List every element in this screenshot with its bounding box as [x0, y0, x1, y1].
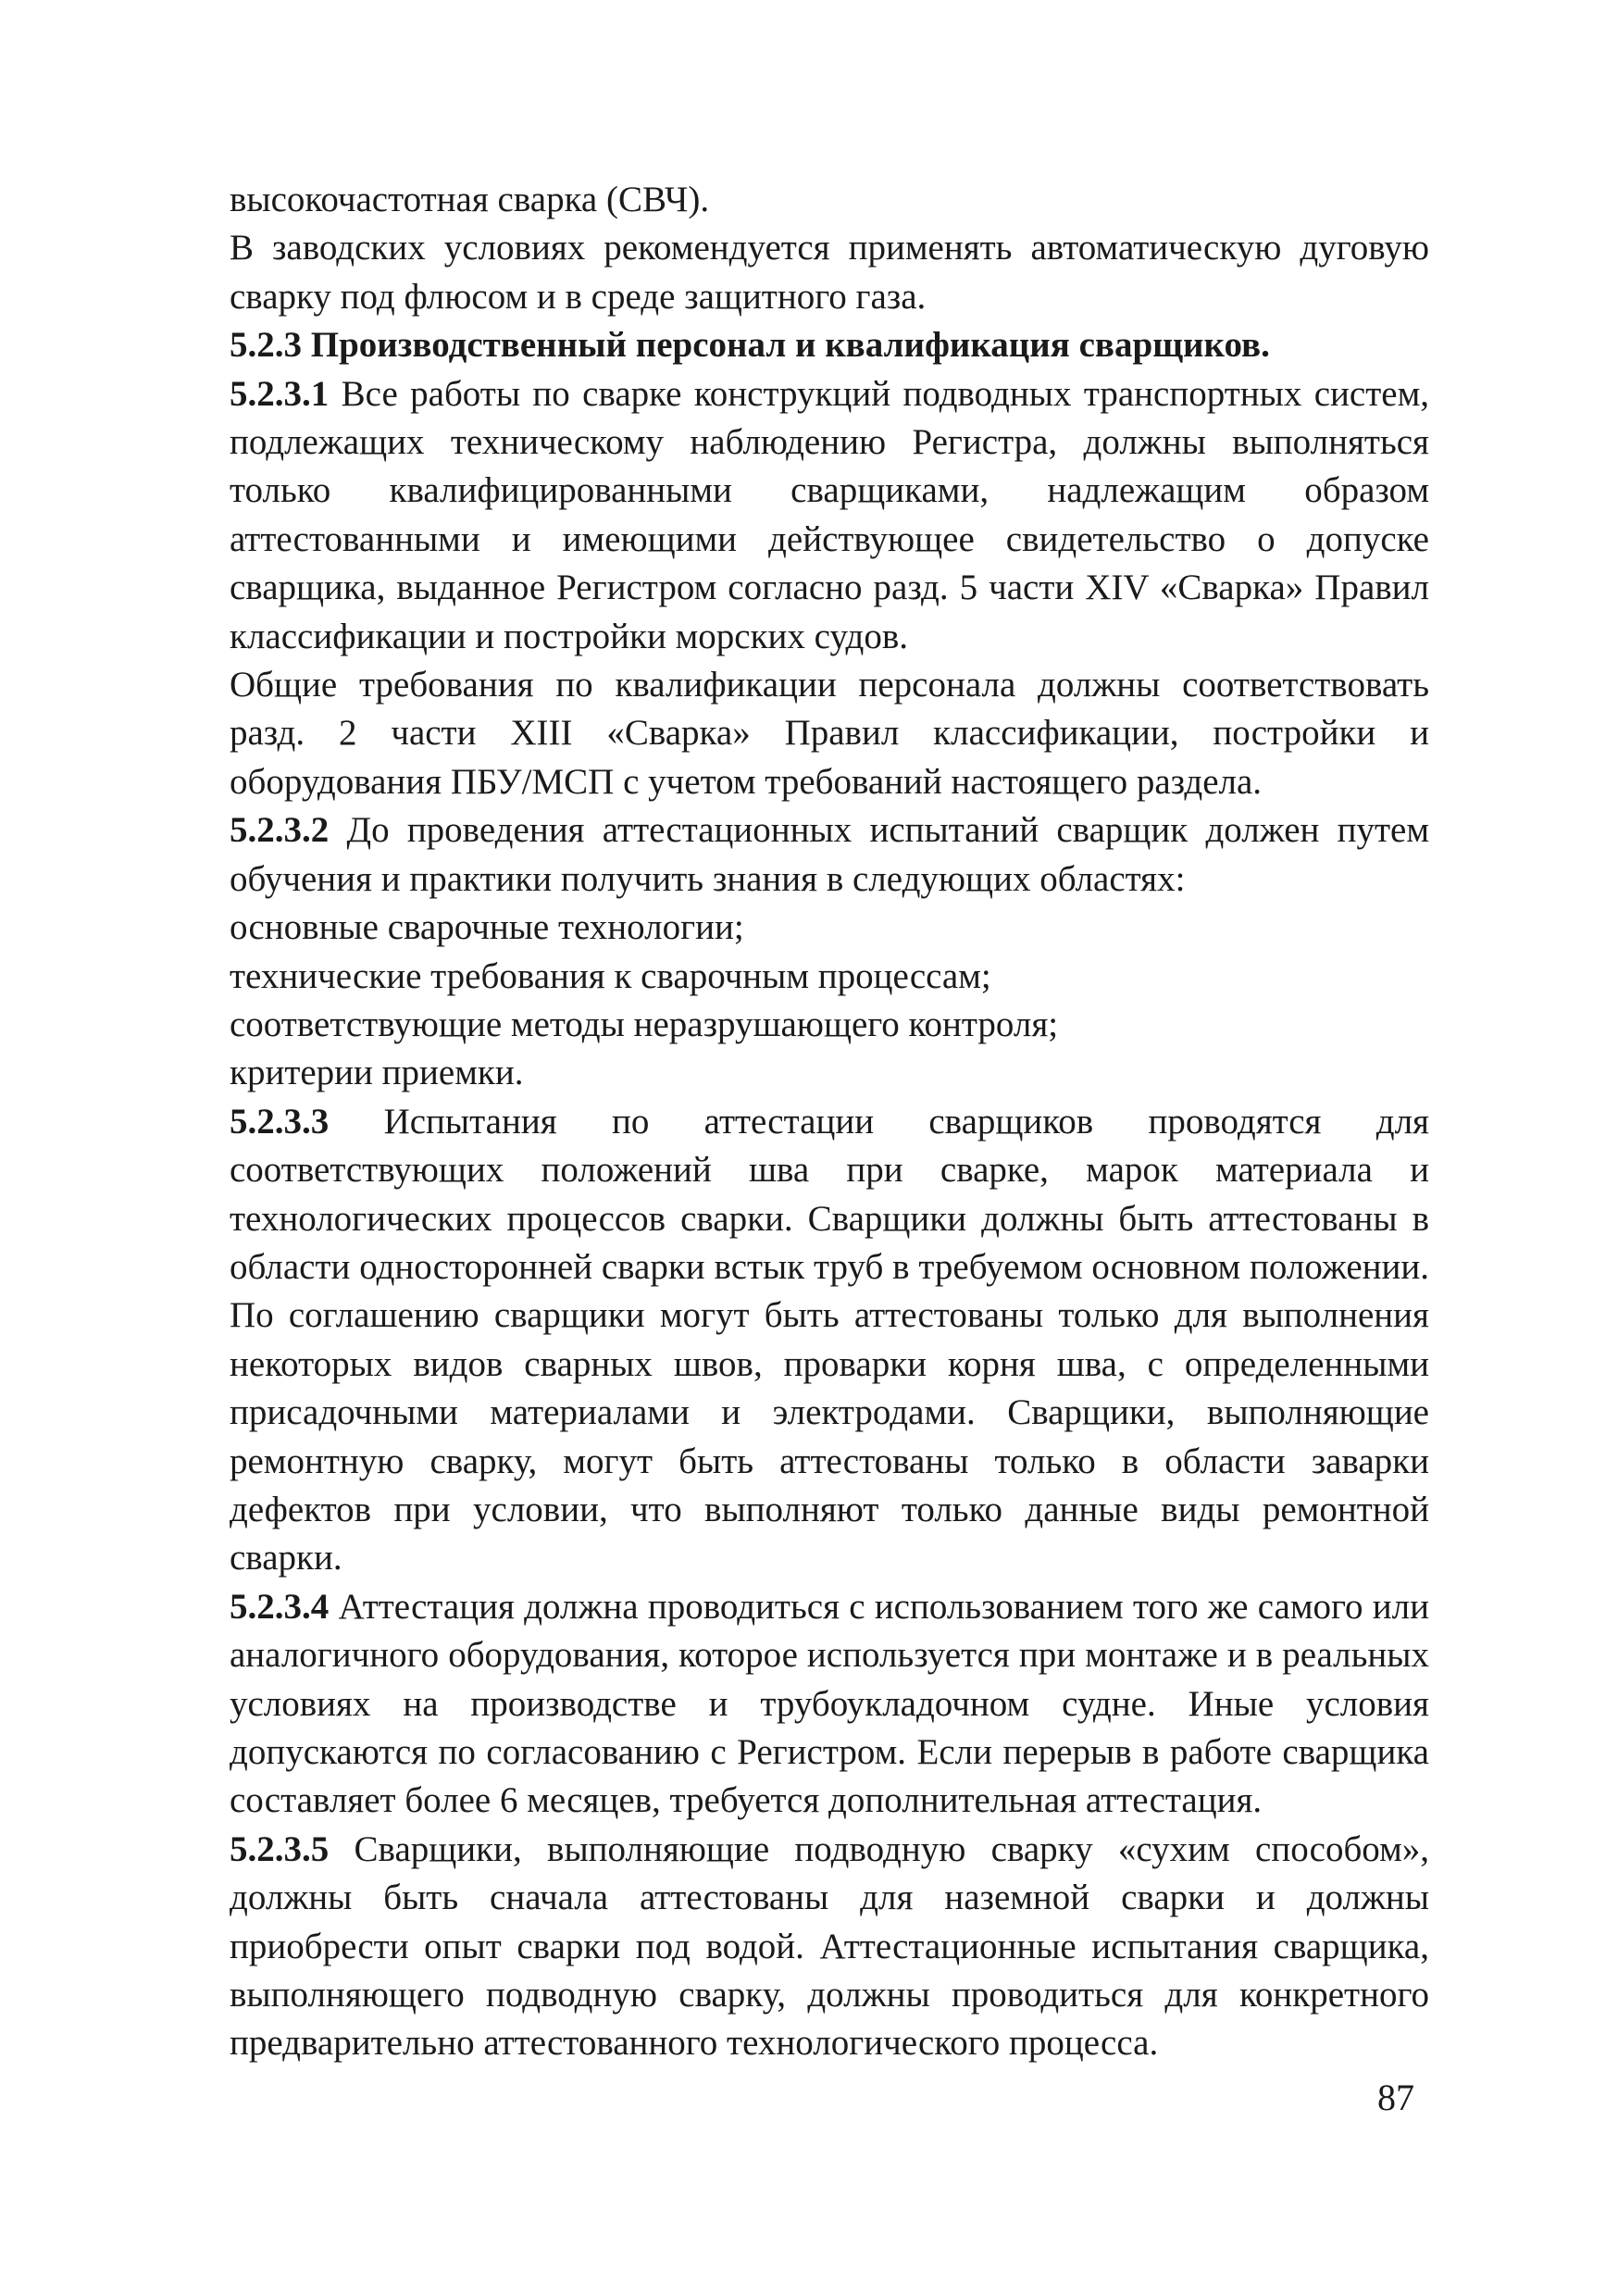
- clause-text: Испытания по аттестации сварщиков проводятся для соответствующих положений шва при сварке, марок материала и технологических процессов сварки. Сварщики должны быть аттестованы в области односторонней сварки встык труб в требуемом основном положении. По соглашению сварщики могут быть аттестованы только для выполнения некоторых видов сварных швов, проварки корня шва, с определенными присадочными материалами и электродами. Сварщики, выполняющие ремонтную сварку, могут быть аттестованы только в области заварки дефектов при условии, что выполняют только данные виды ремонтной сварки.: [230, 1101, 1429, 1578]
- clause-text: Все работы по сварке конструкций подводных транспортных систем, подлежащих техническому наблюдению Регистра, должны выполняться только квалифицированными сварщиками, надлежащим образом аттестованными и имеющими действующее свидетельство о допуске сварщика, выданное Регистром согласно разд. 5 части XIV «Сварка» Правил классификации и постройки морских судов.: [230, 373, 1429, 656]
- paragraph-text: Общие требования по квалификации персонала должны соответствовать разд. 2 части XIII «Сварка» Правил классификации, постройки и оборудования ПБУ/МСП с учетом требований настоящего раздела.: [230, 665, 1429, 802]
- clause-text: До проведения аттестационных испытаний сварщик должен путем обучения и практики получить знания в следующих областях:: [230, 810, 1429, 899]
- list-item-text: соответствующие методы неразрушающего контроля;: [230, 1004, 1059, 1044]
- paragraph-text: В заводских условиях рекомендуется применять автоматическую дуговую сварку под флюсом и в среде защитного газа.: [230, 228, 1429, 317]
- clause-number: 5.2.3.3: [230, 1101, 330, 1142]
- paragraph-general-requirements: [230, 661, 1429, 806]
- clause-5-2-3-2: [230, 806, 1429, 904]
- clause-number: 5.2.3.1: [230, 373, 330, 414]
- clause-5-2-3-1: [230, 370, 1429, 661]
- list-item-text: основные сварочные технологии;: [230, 907, 744, 948]
- clause-number: 5.2.3.5: [230, 1828, 330, 1869]
- paragraph-continuation: [230, 176, 1429, 224]
- paragraph-factory-conditions: [230, 224, 1429, 321]
- clause-number: 5.2.3.2: [230, 810, 330, 851]
- list-item: [230, 904, 1429, 952]
- list-item: [230, 953, 1429, 1001]
- list-item-text: технические требования к сварочным процессам;: [230, 955, 991, 996]
- paragraph-text: высокочастотная сварка (СВЧ).: [230, 180, 710, 219]
- section-number: 5.2.3: [230, 325, 302, 366]
- clause-number: 5.2.3.4: [230, 1586, 330, 1627]
- clause-5-2-3-4: [230, 1583, 1429, 1826]
- page-body: [230, 176, 1429, 2068]
- page-number: 87: [1377, 2077, 1414, 2118]
- clause-5-2-3-5: [230, 1826, 1429, 2068]
- clause-text: Аттестация должна проводиться с использованием того же самого или аналогичного оборудования, которое используется при монтаже и в реальных условиях на производстве и трубоукладочном судне. Иные условия допускаются по согласованию с Регистром. Если перерыв в работе сварщика составляет более 6 месяцев, требуется дополнительная аттестация.: [230, 1586, 1429, 1821]
- section-title: Производственный персонал и квалификация сварщиков.: [310, 325, 1270, 366]
- list-item-text: критерии приемки.: [230, 1053, 524, 1093]
- section-heading: [230, 321, 1429, 369]
- list-item: [230, 1049, 1429, 1097]
- clause-5-2-3-3: [230, 1098, 1429, 1583]
- list-item: [230, 1001, 1429, 1049]
- clause-text: Сварщики, выполняющие подводную сварку «сухим способом», должны быть сначала аттестованы для наземной сварки и должны приобрести опыт сварки под водой. Аттестационные испытания сварщика, выполняющего подводную сварку, должны проводиться для конкретного предварительно аттестованного технологического процесса.: [230, 1828, 1429, 2064]
